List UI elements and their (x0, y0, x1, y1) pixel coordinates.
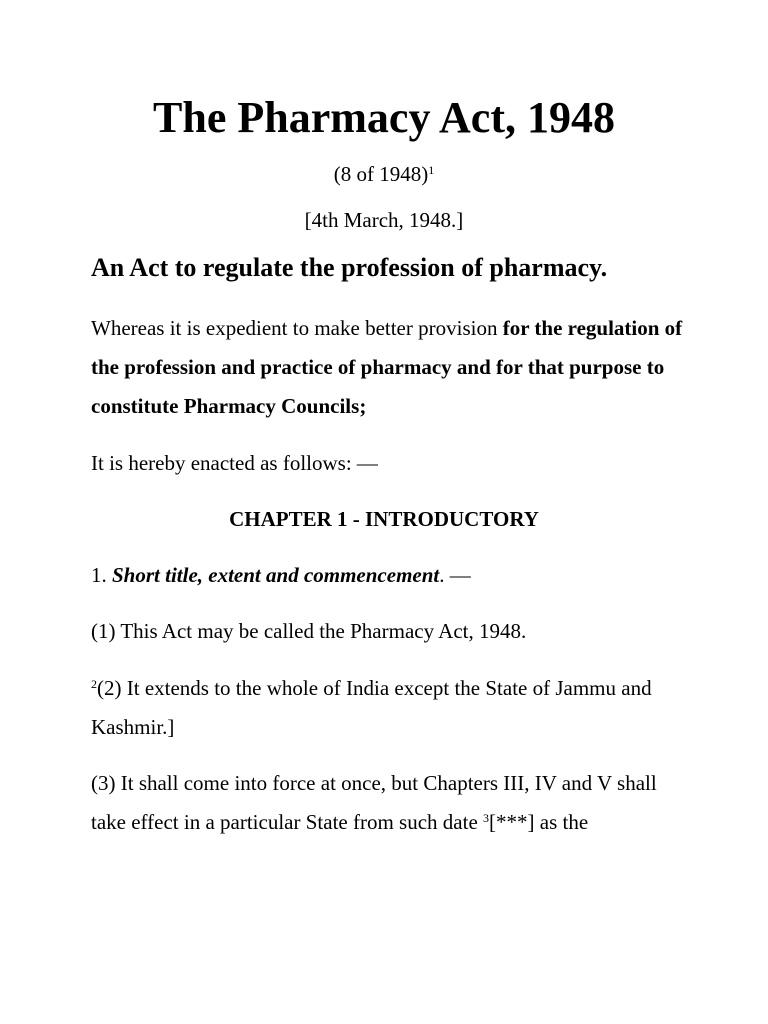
section-1-number: 1. (91, 563, 112, 587)
chapter-heading: CHAPTER 1 - INTRODUCTORY (229, 507, 539, 531)
footnote-marker-2[interactable]: 2 (91, 677, 97, 691)
subsection-3 (91, 764, 691, 842)
enacting-formula: It is hereby enacted as follows: — (91, 451, 378, 475)
preamble-plain: Whereas it is expedient to make better provision (91, 316, 503, 340)
section-1-title: Short title, extent and commencement (112, 563, 440, 587)
subsection-3-text-after: [***] as the (489, 810, 589, 834)
act-date: [4th March, 1948.] (304, 208, 464, 232)
footnote-marker-3[interactable]: 3 (483, 811, 490, 825)
preamble-bold: for the regulation of the profession and practice of pharmacy and for that purpose to constitute Pharmacy Councils; (91, 316, 683, 418)
act-number-text: (8 of 1948) (333, 162, 429, 186)
subsection-1: (1) This Act may be called the Pharmacy Act, 1948. (91, 619, 527, 643)
preamble (91, 309, 691, 426)
subsection-2-text: (2) It extends to the whole of India except the State of Jammu and Kashmir.] (91, 676, 652, 739)
section-1-suffix: . — (439, 563, 471, 587)
long-title: An Act to regulate the profession of pharmacy. (91, 253, 608, 282)
subsection-2 (91, 669, 691, 747)
subsection-3-text-before: (3) It shall come into force at once, but Chapters III, IV and V shall take effect in a particular State from such date (91, 771, 657, 834)
section-1-heading (91, 556, 691, 595)
act-number (0, 160, 768, 188)
footnote-marker-1[interactable]: 1 (428, 163, 435, 177)
document-title: The Pharmacy Act, 1948 (153, 93, 615, 142)
